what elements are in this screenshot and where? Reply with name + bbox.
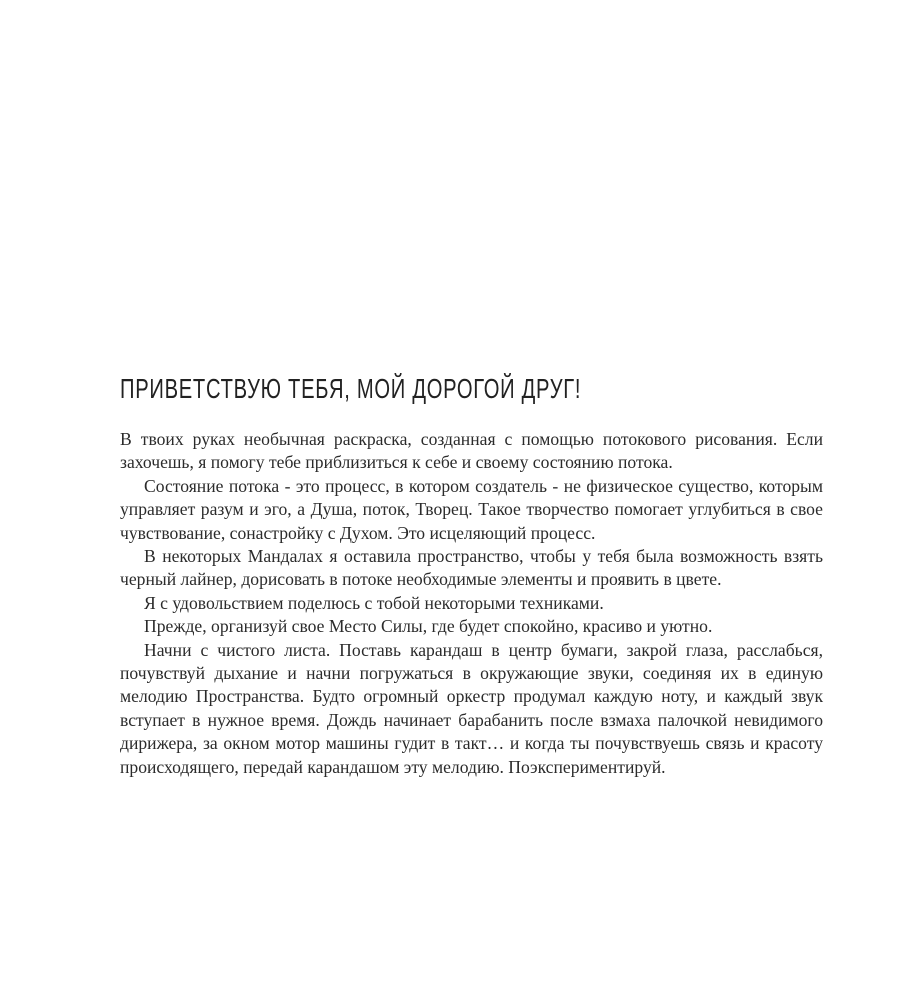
- paragraph-intro: В твоих руках необычная раскраска, созданная с помощью потокового рисования. Если захочешь, я помогу тебе приблизиться к себе и своему состоянию потока.: [120, 429, 823, 473]
- paragraph-clean-sheet: Начни с чистого листа. Поставь карандаш в центр бумаги, закрой глаза, расслабься, почувствуй дыхание и начни погружаться в окружающие звуки, соединяя их в единую мелодию Пространства. Будто огромный оркестр продумал каждую ноту, и каждый звук вступает в нужное время. Дождь начинает барабанить после взмаха палочкой невидимого дирижера, за окном мотор машины гудит в такт… и когда ты почувствуешь связь и красоту происходящего, передай карандашом эту мелодию. Поэкспериментируй.: [120, 639, 823, 777]
- body-text: [120, 428, 823, 779]
- paragraph-mandalas: В некоторых Мандалах я оставила пространство, чтобы у тебя была возможность взять черный лайнер, дорисовать в потоке необходимые элементы и проявить в цвете.: [120, 546, 823, 590]
- paragraph-flow-state: Состояние потока - это процесс, в котором создатель - не физическое существо, которым управляет разум и эго, а Душа, поток, Творец. Такое творчество помогает углубиться в свое чувствование, сонастройку с Духом. Это исцеляющий процесс.: [120, 475, 823, 543]
- paragraph-techniques: Я с удовольствием поделюсь с тобой некоторыми техниками.: [144, 592, 604, 613]
- page-heading: ПРИВЕТСТВУЮ ТЕБЯ, МОЙ ДОРОГОЙ ДРУГ!: [120, 373, 582, 404]
- paragraph-place-of-power: Прежде, организуй свое Место Силы, где будет спокойно, красиво и уютно.: [144, 616, 713, 637]
